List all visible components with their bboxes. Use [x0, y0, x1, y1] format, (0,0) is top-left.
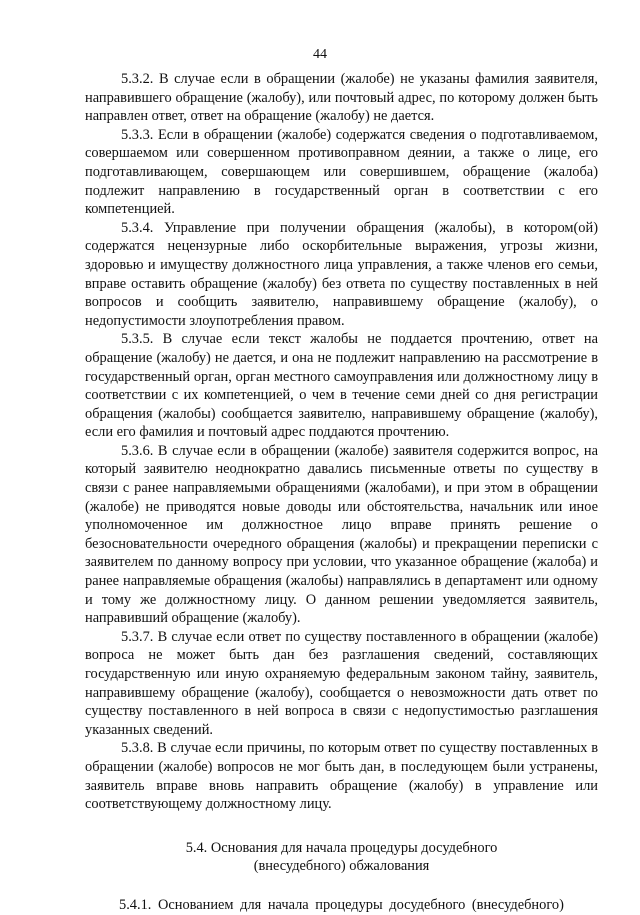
page-number: 44: [313, 47, 327, 62]
section-heading-line-2: (внесудебного) обжалования: [253, 858, 430, 875]
paragraph-5-3-5: 5.3.5. В случае если текст жалобы не поддается прочтению, ответ на обращение (жалобу) не дается, и она не подлежит направлению на рассмотрение в государственный орган, орган местного самоуправления или должностному лицу в соответствии с их компетенцией, о чем в течение семи дней со дня регистрации обращения (жалобы) сообщается заявителю, направившему обращение (жалобу), если его фамилия и почтовый адрес поддаются прочтению.: [85, 331, 598, 441]
paragraph-5-3-3: 5.3.3. Если в обращении (жалобе) содержатся сведения о подготавливаемом, совершаемом или совершенном противоправном деянии, а также о лице, его подготавливающем, совершающем или совершившем, обращение (жалоба) подлежит направлению в государственный орган в соответствии с его компетенцией.: [85, 126, 598, 218]
section-heading-line-1: 5.4. Основания для начала процедуры досудебного: [185, 839, 498, 856]
paragraph-5-3-2: 5.3.2. В случае если в обращении (жалобе) не указаны фамилия заявителя, направившего обращение (жалобу), или почтовый адрес, по которому должен быть направлен ответ, ответ на обращение (жалобу) не дается.: [85, 71, 598, 125]
document-body: [85, 70, 598, 915]
paragraph-5-3-8: 5.3.8. В случае если причины, по которым ответ по существу поставленных в обращении (жалобе) вопросов не мог быть дан, в последующем были устранены, заявитель вправе вновь направить обращение (жалобу) в управление или соответствующему должностному лицу.: [85, 740, 598, 813]
section-heading-5-4: [85, 839, 598, 876]
paragraph-5-3-7: 5.3.7. В случае если ответ по существу поставленного в обращении (жалобе) вопроса не может быть дан без разглашения сведений, составляющих государственную или иную охраняемую федеральным законом тайну, заявитель, направившему обращение (жалобу), сообщается о невозможности дать ответ по существу поставленного в ней вопроса в связи с недопустимостью разглашения указанных сведений.: [85, 628, 598, 738]
paragraph-5-4-1: 5.4.1. Основанием для начала процедуры досудебного (внесудебного): [119, 896, 564, 913]
paragraph-5-3-4: 5.3.4. Управление при получении обращения (жалобы), в котором(ой) содержатся нецензурные либо оскорбительные выражения, угрозы жизни, здоровью и имуществу должностного лица управления, а также членов его семьи, вправе оставить обращение (жалобу) без ответа по существу поставленных в ней вопросов и сообщить заявителю, направившему обращение (жалобу), о недопустимости злоупотребления правом.: [85, 219, 598, 329]
paragraph-5-3-6: 5.3.6. В случае если в обращении (жалобе) заявителя содержится вопрос, на который заявителю неоднократно давались письменные ответы по существу в связи с ранее направляемыми обращениями (жалобами), и при этом в обращении (жалобе) не приводятся новые доводы или обстоятельства, начальник или иное уполномоченное им должностное лицо вправе принять решение о безосновательности очередного обращения (жалобы) и прекращении переписки с заявителем по данному вопросу при условии, что указанное обращение (жалоба) и ранее направляемые обращения (жалобы) направлялись в департамент или одному и тому же должностному лицу. О данном решении уведомляется заявитель, направивший обращение (жалобу).: [85, 442, 598, 627]
